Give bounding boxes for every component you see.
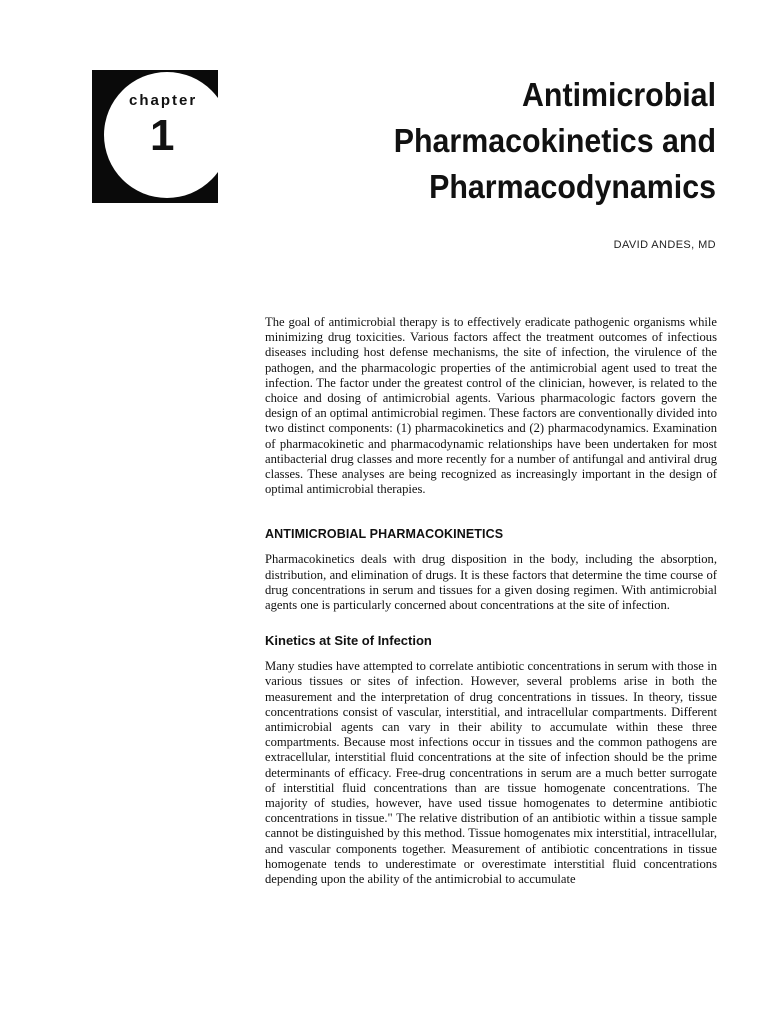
intro-paragraph: The goal of antimicrobial therapy is to effectively eradicate pathogenic organisms while minimizing drug toxicities. Various factors affect the treatment outcomes of infectious diseases including host defense mechanisms, the site of infection, the virulence of the pathogen, and the pharmacologic properties of the antimicrobial agent used to treat the infection. The factor under the greatest control of the clinician, however, is related to the choice and dosing of antimicrobial agents. Various pharmacologic factors govern the design of an optimal antimicrobial regimen. These factors are conventionally divided into two distinct components: (1) pharmacokinetics and (2) pharmacodynamics. Examination of pharmacokinetic and pharmacodynamic relationships have been undertaken for most antibacterial drug classes and more recently for a number of antifungal and antiviral drug classes. These analyses are being recognized as increasingly important in the design of optimal antimicrobial therapies. — [265, 315, 717, 497]
chapter-badge — [92, 70, 218, 203]
section-paragraph: Pharmacokinetics deals with drug disposition in the body, including the absorption, distribution, and elimination of drugs. It is these factors that determine the time course of drug concentrations in serum and tissues for a given dosing regimen. With antimicrobial agents one is particularly concerned about concentrations at the site of infection. — [265, 552, 717, 613]
chapter-title — [330, 72, 716, 210]
subsection-paragraph: Many studies have attempted to correlate antibiotic concentrations in serum with those in various tissues or sites of infection. However, several problems arise in both the measurement and the interpretation of drug concentrations in tissues. In theory, tissue concentrations consist of vascular, interstitial, and intracellular compartments. Different antimicrobial agents can vary in their ability to accumulate within these three compartments. Because most infections occur in tissues and the common pathogens are extracellular, interstitial fluid concentrations at the site of infection should be the prime determinants of efficacy. Free-drug concentrations in serum are a much better surrogate of interstitial fluid concentrations than are tissue homogenate concentrations. The majority of studies, however, have used tissue homogenates to determine antibiotic concentrations in tissue." The relative distribution of an antibiotic within a tissue sample cannot be distinguished by this method. Tissue homogenates mix interstitial, intracellular, and vascular components together. Measurement of antibiotic concentrations in tissue homogenate tends to underestimate or overestimate interstitial fluid concentrations depending upon the ability of the antimicrobial to accumulate — [265, 659, 717, 887]
author-byline: DAVID ANDES, MD — [613, 239, 716, 251]
chapter-number: 1 — [150, 111, 175, 160]
subsection-heading: Kinetics at Site of Infection — [265, 633, 432, 649]
title-line-1: Antimicrobial — [522, 76, 716, 113]
body-column — [265, 315, 717, 887]
section-heading: ANTIMICROBIAL PHARMACOKINETICS — [265, 527, 504, 542]
chapter-label: chapter — [129, 92, 198, 109]
title-line-3: Pharmacodynamics — [429, 168, 716, 205]
title-line-2: Pharmacokinetics and — [393, 122, 716, 159]
